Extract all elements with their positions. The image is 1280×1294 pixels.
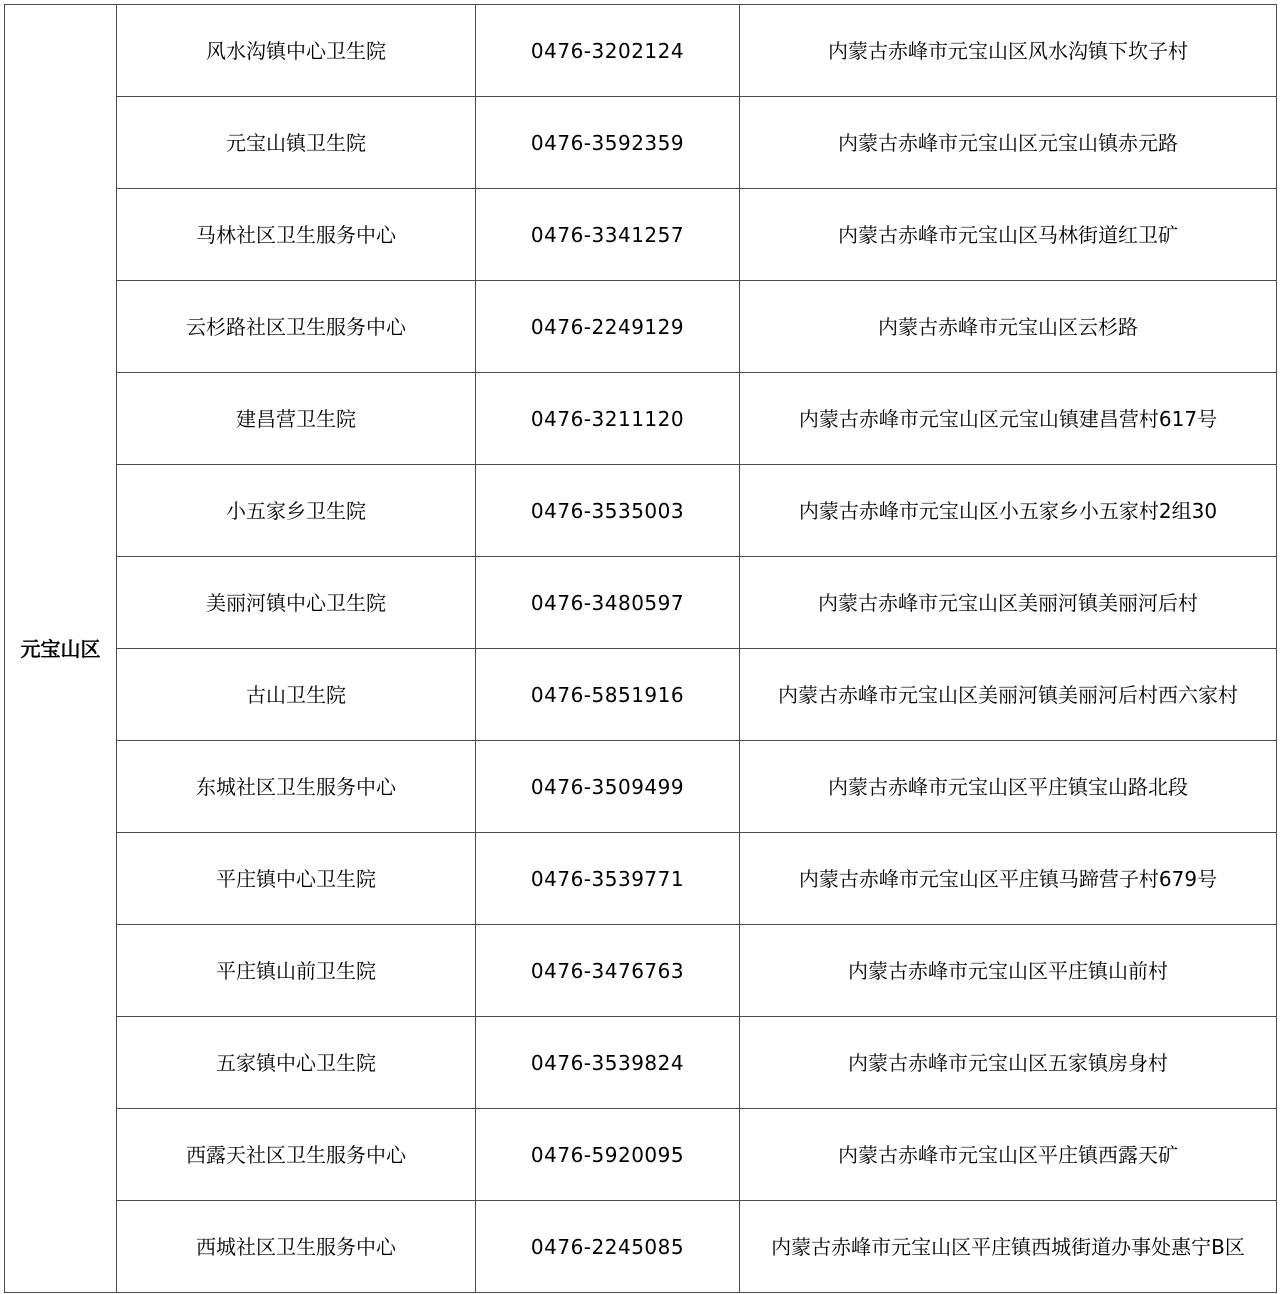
- facility-name-cell: 云杉路社区卫生服务中心: [117, 281, 476, 373]
- table-row: [5, 465, 1277, 557]
- address-cell: 内蒙古赤峰市元宝山区元宝山镇赤元路: [740, 97, 1277, 189]
- district-cell: 元宝山区: [5, 5, 117, 1293]
- facility-name-cell: 古山卫生院: [117, 649, 476, 741]
- table-row: [5, 1201, 1277, 1293]
- facility-name-cell: 马林社区卫生服务中心: [117, 189, 476, 281]
- address-cell: 内蒙古赤峰市元宝山区平庄镇西城街道办事处惠宁B区: [740, 1201, 1277, 1293]
- address-cell: 内蒙古赤峰市元宝山区平庄镇西露天矿: [740, 1109, 1277, 1201]
- phone-cell: 0476-2245085: [476, 1201, 740, 1293]
- table-row: [5, 373, 1277, 465]
- facility-name-cell: 五家镇中心卫生院: [117, 1017, 476, 1109]
- address-cell: 内蒙古赤峰市元宝山区平庄镇马蹄营子村679号: [740, 833, 1277, 925]
- address-cell: 内蒙古赤峰市元宝山区五家镇房身村: [740, 1017, 1277, 1109]
- facility-name-cell: 西露天社区卫生服务中心: [117, 1109, 476, 1201]
- address-cell: 内蒙古赤峰市元宝山区小五家乡小五家村2组30: [740, 465, 1277, 557]
- table-row: [5, 925, 1277, 1017]
- address-cell: 内蒙古赤峰市元宝山区平庄镇宝山路北段: [740, 741, 1277, 833]
- phone-cell: 0476-5920095: [476, 1109, 740, 1201]
- table-row: [5, 1017, 1277, 1109]
- address-cell: 内蒙古赤峰市元宝山区美丽河镇美丽河后村: [740, 557, 1277, 649]
- table-row: [5, 557, 1277, 649]
- table-row: [5, 1109, 1277, 1201]
- facility-name-cell: 建昌营卫生院: [117, 373, 476, 465]
- phone-cell: 0476-3539824: [476, 1017, 740, 1109]
- phone-cell: 0476-3535003: [476, 465, 740, 557]
- facility-name-cell: 西城社区卫生服务中心: [117, 1201, 476, 1293]
- address-cell: 内蒙古赤峰市元宝山区风水沟镇下坎子村: [740, 5, 1277, 97]
- phone-cell: 0476-5851916: [476, 649, 740, 741]
- table-row: [5, 833, 1277, 925]
- phone-cell: 0476-3341257: [476, 189, 740, 281]
- address-cell: 内蒙古赤峰市元宝山区云杉路: [740, 281, 1277, 373]
- facility-name-cell: 元宝山镇卫生院: [117, 97, 476, 189]
- table-row: [5, 649, 1277, 741]
- facility-name-cell: 小五家乡卫生院: [117, 465, 476, 557]
- facility-name-cell: 风水沟镇中心卫生院: [117, 5, 476, 97]
- phone-cell: 0476-3476763: [476, 925, 740, 1017]
- phone-cell: 0476-3539771: [476, 833, 740, 925]
- phone-cell: 0476-2249129: [476, 281, 740, 373]
- facility-name-cell: 东城社区卫生服务中心: [117, 741, 476, 833]
- table-row: [5, 189, 1277, 281]
- phone-cell: 0476-3202124: [476, 5, 740, 97]
- phone-cell: 0476-3211120: [476, 373, 740, 465]
- address-cell: 内蒙古赤峰市元宝山区美丽河镇美丽河后村西六家村: [740, 649, 1277, 741]
- phone-cell: 0476-3480597: [476, 557, 740, 649]
- phone-cell: 0476-3509499: [476, 741, 740, 833]
- table-row: [5, 5, 1277, 97]
- address-cell: 内蒙古赤峰市元宝山区马林街道红卫矿: [740, 189, 1277, 281]
- facility-name-cell: 平庄镇山前卫生院: [117, 925, 476, 1017]
- phone-cell: 0476-3592359: [476, 97, 740, 189]
- facility-name-cell: 平庄镇中心卫生院: [117, 833, 476, 925]
- facility-table-container: [4, 4, 1277, 1293]
- facility-name-cell: 美丽河镇中心卫生院: [117, 557, 476, 649]
- facility-table: [4, 4, 1277, 1293]
- table-row: [5, 741, 1277, 833]
- address-cell: 内蒙古赤峰市元宝山区平庄镇山前村: [740, 925, 1277, 1017]
- table-row: [5, 97, 1277, 189]
- address-cell: 内蒙古赤峰市元宝山区元宝山镇建昌营村617号: [740, 373, 1277, 465]
- table-row: [5, 281, 1277, 373]
